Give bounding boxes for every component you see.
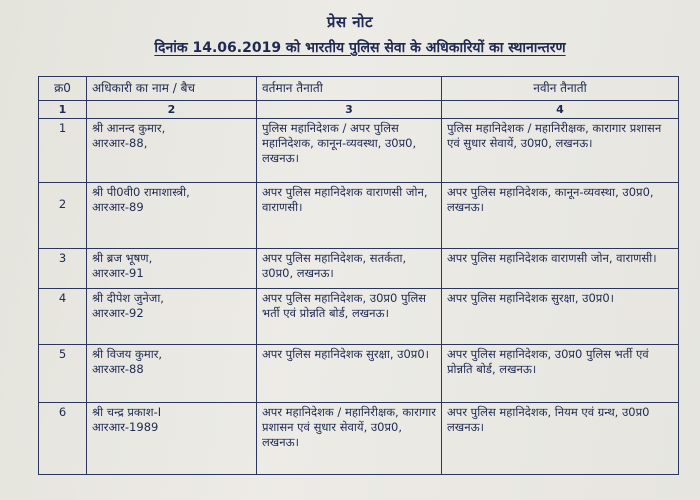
table-row bbox=[39, 119, 679, 183]
officer-batch: आरआर-91 bbox=[92, 266, 144, 280]
new-posting: अपर पुलिस महानिदेशक, नियम एवं ग्रन्थ, उ0प्र0 लखनऊ। bbox=[442, 403, 679, 475]
current-posting: अपर पुलिस महानिदेशक सुरक्षा, उ0प्र0। bbox=[257, 345, 442, 403]
officer-cell bbox=[87, 183, 257, 249]
column-number: 4 bbox=[442, 101, 679, 119]
officer-batch: आरआर-89 bbox=[92, 200, 144, 214]
officer-name: श्री विजय कुमार, bbox=[92, 347, 163, 361]
column-number: 3 bbox=[257, 101, 442, 119]
new-posting: अपर पुलिस महानिदेशक, उ0प्र0 पुलिस भर्ती एवं प्रोन्नति बोर्ड, लखनऊ। bbox=[442, 345, 679, 403]
current-posting: अपर पुलिस महानिदेशक वाराणसी जोन, वाराणसी। bbox=[257, 183, 442, 249]
row-serial: 1 bbox=[39, 119, 87, 183]
officer-batch: आरआर-88 bbox=[92, 362, 144, 376]
table-header-row bbox=[39, 77, 679, 101]
row-serial: 4 bbox=[39, 289, 87, 345]
new-posting: पुलिस महानिदेशक / महानिरीक्षक, कारागार प्रशासन एवं सुधार सेवायें, उ0प्र0, लखनऊ। bbox=[442, 119, 679, 183]
row-serial: 2 bbox=[39, 183, 87, 249]
current-posting: अपर पुलिस महानिदेशक, उ0प्र0 पुलिस भर्ती एवं प्रोन्नति बोर्ड, लखनऊ। bbox=[257, 289, 442, 345]
officer-name: श्री चन्द्र प्रकाश-I bbox=[92, 405, 162, 419]
transfer-table bbox=[38, 76, 679, 475]
header-serial: क्र0 bbox=[39, 77, 87, 101]
officer-name: श्री पी0वी0 रामाशास्त्री, bbox=[92, 185, 190, 199]
officer-cell bbox=[87, 403, 257, 475]
officer-name: श्री आनन्द कुमार, bbox=[92, 121, 166, 135]
column-number-row bbox=[39, 101, 679, 119]
column-number: 1 bbox=[39, 101, 87, 119]
table-row bbox=[39, 289, 679, 345]
officer-batch: आरआर-92 bbox=[92, 306, 144, 320]
header-current-posting: वर्तमान तैनाती bbox=[257, 77, 442, 101]
row-serial: 6 bbox=[39, 403, 87, 475]
page-subtitle: दिनांक 14.06.2019 को भारतीय पुलिस सेवा के अधिकारियों का स्थानान्तरण bbox=[154, 40, 566, 56]
table-row bbox=[39, 403, 679, 475]
officer-cell bbox=[87, 119, 257, 183]
officer-cell bbox=[87, 249, 257, 289]
officer-batch: आरआर-1989 bbox=[92, 420, 159, 434]
current-posting: पुलिस महानिदेशक / अपर पुलिस महानिदेशक, कानून-व्यवस्था, उ0प्र0, लखनऊ। bbox=[257, 119, 442, 183]
officer-name: श्री ब्रज भूषण, bbox=[92, 251, 153, 265]
header-new-posting: नवीन तैनाती bbox=[442, 77, 679, 101]
current-posting: अपर पुलिस महानिदेशक, सतर्कता, उ0प्र0, लखनऊ। bbox=[257, 249, 442, 289]
officer-batch: आरआर-88, bbox=[92, 136, 148, 150]
officer-cell bbox=[87, 345, 257, 403]
row-serial: 3 bbox=[39, 249, 87, 289]
column-number: 2 bbox=[87, 101, 257, 119]
header-officer-name: अधिकारी का नाम / बैच bbox=[87, 77, 257, 101]
row-serial: 5 bbox=[39, 345, 87, 403]
officer-cell bbox=[87, 289, 257, 345]
table-row bbox=[39, 183, 679, 249]
table-row bbox=[39, 345, 679, 403]
new-posting: अपर पुलिस महानिदेशक सुरक्षा, उ0प्र0। bbox=[442, 289, 679, 345]
page-title: प्रेस नोट bbox=[326, 13, 374, 31]
officer-name: श्री दीपेश जुनेजा, bbox=[92, 291, 164, 305]
new-posting: अपर पुलिस महानिदेशक, कानून-व्यवस्था, उ0प्र0, लखनऊ। bbox=[442, 183, 679, 249]
new-posting: अपर पुलिस महानिदेशक वाराणसी जोन, वाराणसी। bbox=[442, 249, 679, 289]
table-row bbox=[39, 249, 679, 289]
current-posting: अपर महानिदेशक / महानिरीक्षक, कारागार प्रशासन एवं सुधार सेवायें, उ0प्र0, लखनऊ। bbox=[257, 403, 442, 475]
